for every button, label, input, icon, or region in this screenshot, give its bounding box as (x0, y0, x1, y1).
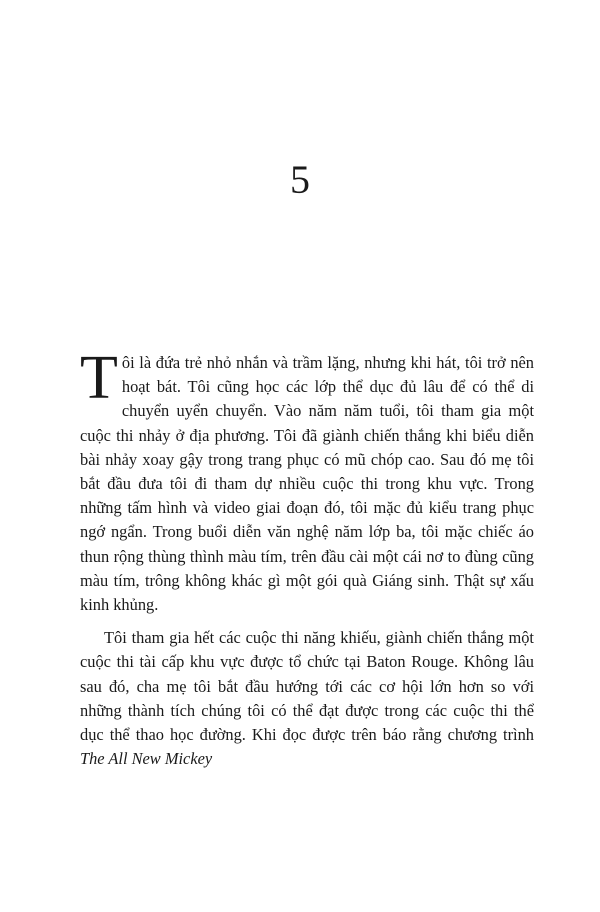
program-title: The All New Mickey (80, 749, 213, 769)
paragraph-1-text: ôi là đứa trẻ nhỏ nhắn và trầm lặng, nhưng khi hát, tôi trở nên hoạt bát. Tôi cũng học các lớp thể dục đủ lâu để có thể di chuyển uyển chuyển. Vào năm năm tuổi, tôi tham gia một cuộc thi nhảy ở địa phương. Tôi đã giành chiến thắng khi biểu diễn bài nhảy xoay gậy trong trang phục có mũ chóp cao. Sau đó mẹ tôi bắt đầu đưa tôi đi tham dự nhiều cuộc thi trong khu vực. Trong những tấm hình và video giai đoạn đó, tôi mặc đủ kiểu trang phục ngớ ngẩn. Trong buổi diễn văn nghệ năm lớp ba, tôi mặc chiếc áo thun rộng thùng thình màu tím, trên đầu cài một cái nơ to đùng cũng màu tím, trông không khác gì một gói quà Giáng sinh. Thật sự xấu kinh khủng. (80, 353, 534, 615)
chapter-body (80, 344, 534, 771)
paragraph-2 (80, 626, 534, 771)
paragraph-2-text: Tôi tham gia hết các cuộc thi năng khiếu, giành chiến thắng một cuộc thi tài cấp khu vực được tổ chức tại Baton Rouge. Không lâu sau đó, cha mẹ tôi bắt đầu hướng tới các cơ hội lớn hơn so với những thành tích chúng tôi có thể đạt được trong các cuộc thi thể dục thể thao học đường. Khi đọc được trên báo rằng chương trình (80, 628, 534, 745)
drop-cap: T (80, 344, 118, 412)
chapter-number: 5 (290, 157, 310, 202)
paragraph-1 (80, 344, 534, 617)
